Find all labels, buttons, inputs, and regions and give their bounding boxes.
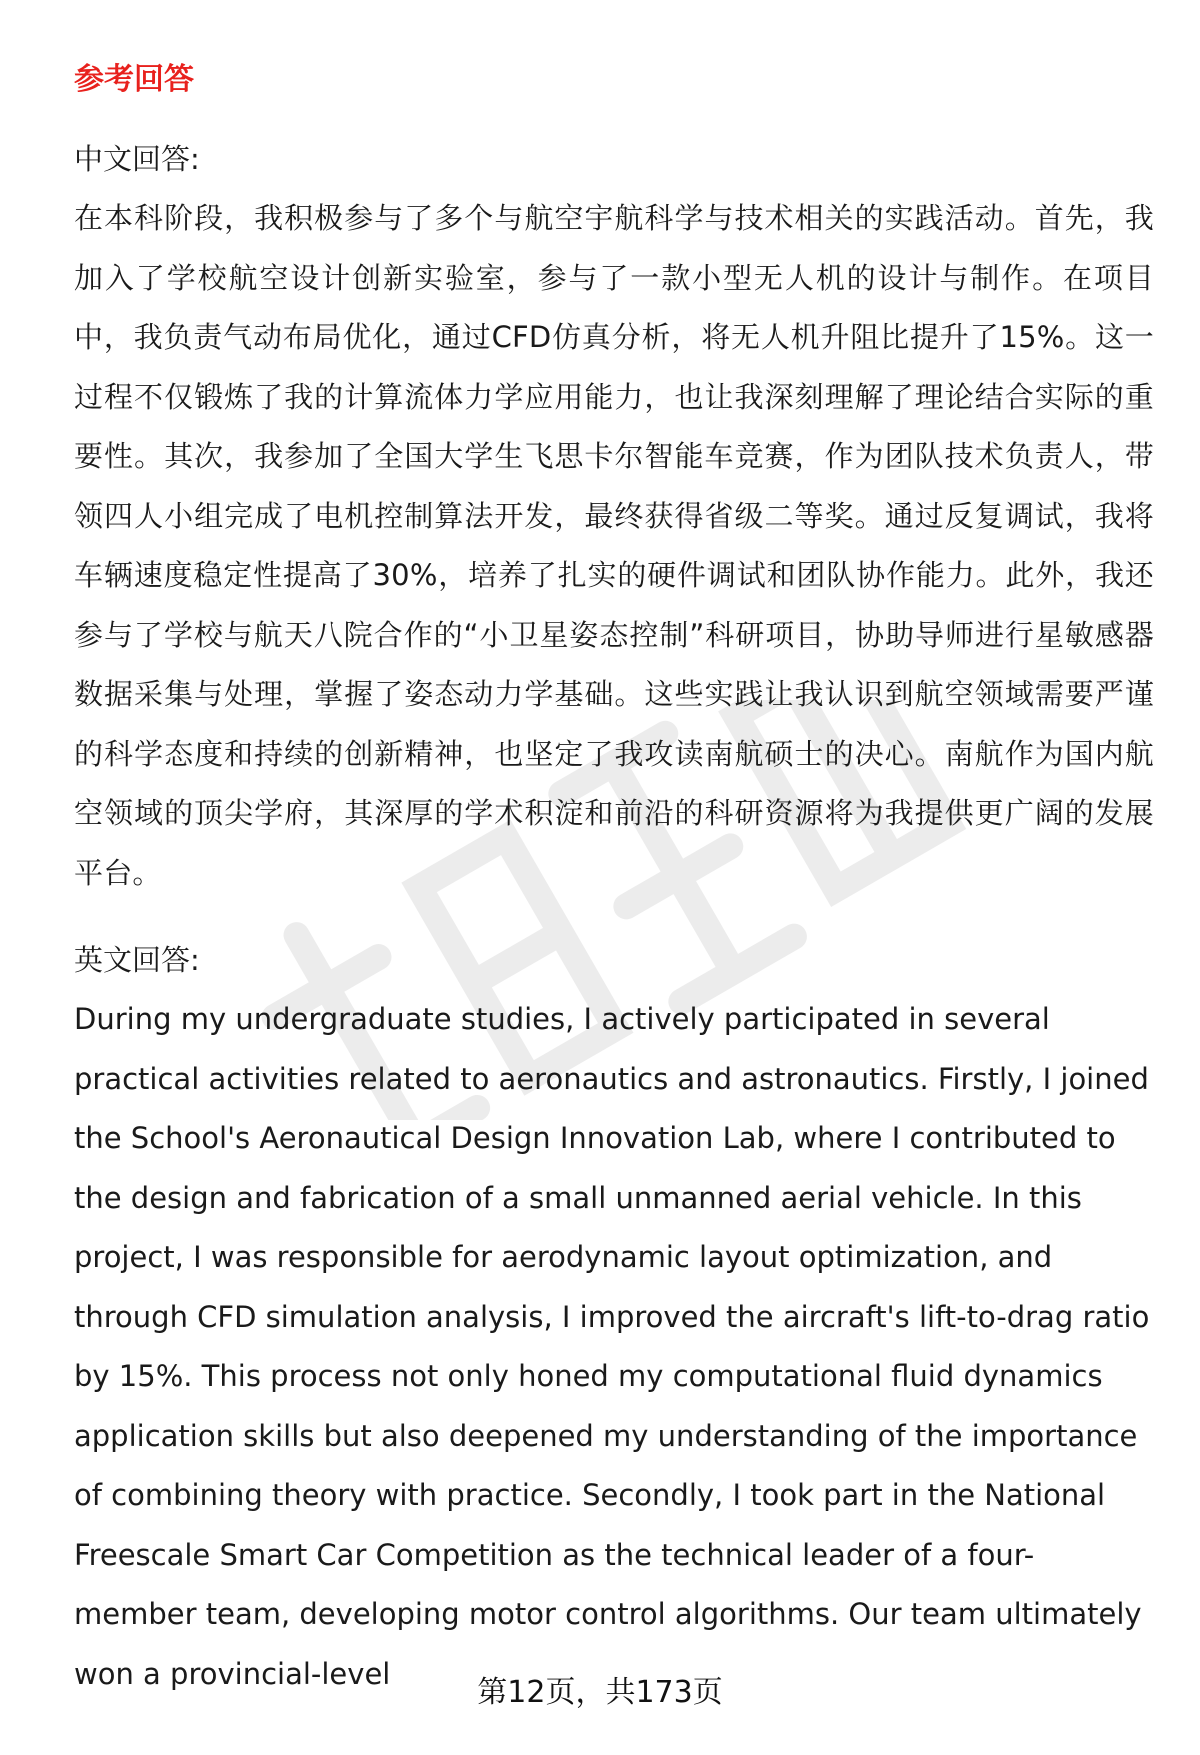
section-heading: 参考回答	[74, 62, 194, 97]
content-area	[74, 56, 1154, 1704]
page-number-footer: 第12页，共173页	[477, 1675, 723, 1710]
english-answer-text: During my undergraduate studies, I actively participated in several practical activities related to aeronautics and astronautics. Firstly, I joined the School's Aeronautical Design Innovation Lab, where I contributed to the design and fabrication of a small unmanned aerial vehicle. In this project, I was responsible for aerodynamic layout optimization, and through CFD simulation analysis, I improved the aircraft's lift-to-drag ratio by 15%. This process not only honed my computational fluid dynamics application skills but also deepened my understanding of the importance of combining theory with practice. Secondly, I took part in the National Freescale Smart Car Competition as the technical leader of a four-member team, developing motor control algorithms. Our team ultimately won a provincial-level	[74, 1002, 1150, 1691]
english-answer-label: 英文回答:	[74, 943, 200, 977]
spacer	[74, 903, 1154, 931]
chinese-answer-label: 中文回答:	[74, 142, 200, 176]
chinese-answer-text: 在本科阶段，我积极参与了多个与航空宇航科学与技术相关的实践活动。首先，我加入了学校航空设计创新实验室，参与了一款小型无人机的设计与制作。在项目中，我负责气动布局优化，通过CFD仿真分析，将无人机升阻比提升了15%。这一过程不仅锻炼了我的计算流体力学应用能力，也让我深刻理解了理论结合实际的重要性。其次，我参加了全国大学生飞思卡尔智能车竞赛，作为团队技术负责人，带领四人小组完成了电机控制算法开发，最终获得省级二等奖。通过反复调试，我将车辆速度稳定性提高了30%，培养了扎实的硬件调试和团队协作能力。此外，我还参与了学校与航天八院合作的“小卫星姿态控制”科研项目，协助导师进行星敏感器数据采集与处理，掌握了姿态动力学基础。这些实践让我认识到航空领域需要严谨的科学态度和持续的创新精神，也坚定了我攻读南航硕士的决心。南航作为国内航空领域的顶尖学府，其深厚的学术积淀和前沿的科研资源将为我提供更广阔的发展平台。	[74, 201, 1154, 890]
